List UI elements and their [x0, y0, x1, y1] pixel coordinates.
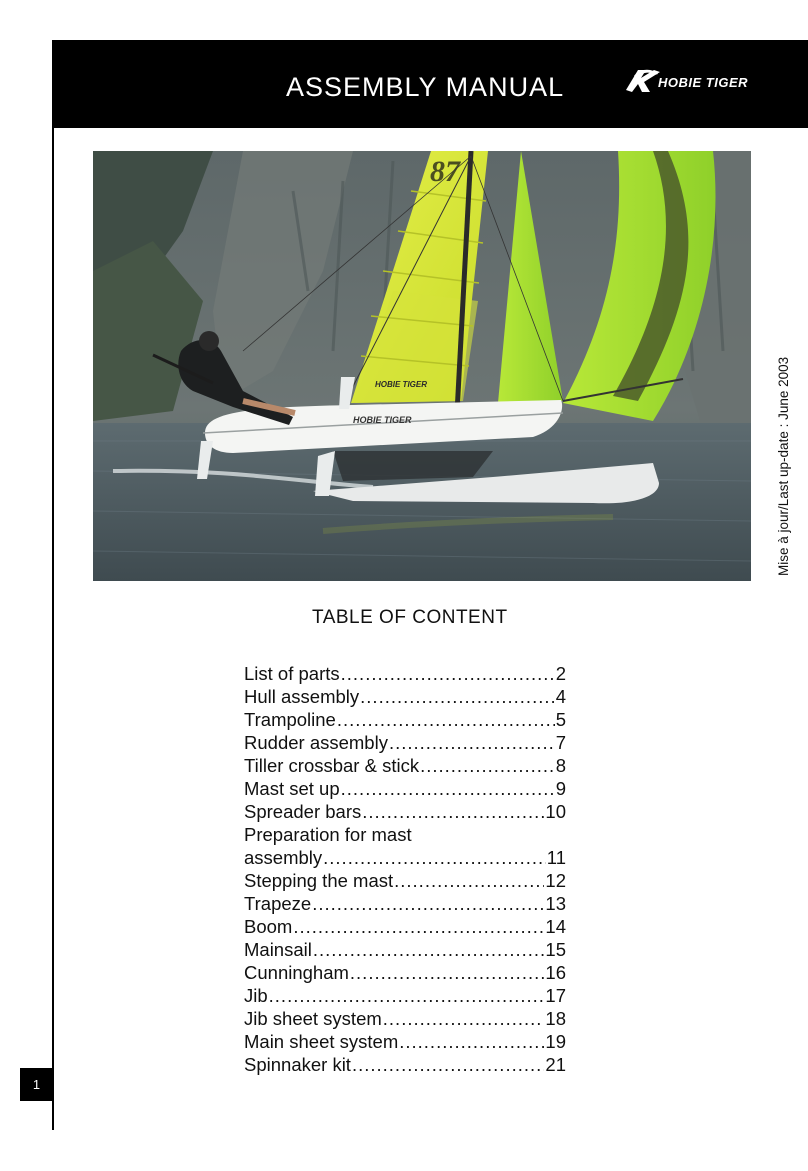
toc-item-page: 12 [545, 870, 566, 891]
toc-item-page: 21 [545, 1054, 566, 1075]
toc-title: TABLE OF CONTENT [312, 607, 508, 628]
toc-item-label: Tiller crossbar & stick [244, 755, 420, 776]
logo-text: HOBIE TIGER [658, 75, 749, 90]
toc-item-label: Spreader bars [244, 801, 362, 822]
toc-leader-dots [420, 754, 555, 777]
manual-title: ASSEMBLY MANUAL [286, 72, 565, 102]
toc-item-label: Cunningham [244, 962, 349, 983]
toc-item-label: Rudder assembly [244, 732, 388, 753]
toc-item-label: Spinnaker kit [244, 1054, 351, 1075]
toc-item-page: 17 [545, 985, 566, 1006]
left-margin-rule [52, 40, 54, 1130]
toc-item-label: Trapeze [244, 893, 312, 914]
toc-item-label: Mainsail [244, 939, 312, 960]
table-of-contents [244, 662, 566, 1076]
toc-item[interactable] [244, 731, 566, 754]
toc-item[interactable] [244, 1007, 566, 1030]
toc-item[interactable] [244, 984, 566, 1007]
toc-item-page: 5 [555, 709, 566, 730]
toc-leader-dots [389, 731, 555, 754]
toc-item-label: Hull assembly [244, 686, 360, 707]
toc-item-label-continued: assembly [244, 847, 323, 868]
toc-item-page: 14 [545, 916, 566, 937]
toc-leader-dots [360, 685, 555, 708]
toc-item-page: 15 [545, 939, 566, 960]
toc-item[interactable] [244, 961, 566, 984]
header-bar [52, 40, 808, 128]
toc-item[interactable] [244, 869, 566, 892]
toc-item[interactable] [244, 892, 566, 915]
toc-item-label: Jib [244, 985, 268, 1006]
toc-item-page: 18 [545, 1008, 566, 1029]
toc-item-label: List of parts [244, 663, 340, 684]
toc-leader-dots [337, 708, 555, 731]
toc-item-multiline[interactable] [244, 823, 566, 869]
toc-leader-dots [383, 1007, 545, 1030]
hobie-tiger-logo [624, 66, 784, 96]
toc-item[interactable] [244, 777, 566, 800]
toc-item-page: 7 [555, 732, 566, 753]
toc-item-page: 19 [545, 1031, 566, 1052]
toc-item-label: Boom [244, 916, 293, 937]
toc-item-page: 11 [546, 847, 566, 868]
toc-item-page: 10 [545, 801, 566, 822]
toc-item[interactable] [244, 800, 566, 823]
toc-item[interactable] [244, 1053, 566, 1076]
toc-item-page: 16 [545, 962, 566, 983]
toc-leader-dots [313, 938, 545, 961]
toc-leader-dots [269, 984, 545, 1007]
toc-item[interactable] [244, 1030, 566, 1053]
page-number-badge: 1 [20, 1068, 53, 1101]
toc-item-label: Mast set up [244, 778, 340, 799]
toc-leader-dots [293, 915, 544, 938]
toc-item[interactable] [244, 938, 566, 961]
toc-leader-dots [399, 1030, 544, 1053]
toc-item-page: 2 [555, 663, 566, 684]
toc-item-page: 8 [555, 755, 566, 776]
toc-item[interactable] [244, 754, 566, 777]
toc-item-label: Stepping the mast [244, 870, 394, 891]
hull-logo-text: HOBIE TIGER [353, 415, 412, 425]
toc-item[interactable] [244, 708, 566, 731]
sail-number: 87 [430, 155, 460, 188]
toc-leader-dots [350, 961, 545, 984]
toc-leader-dots [394, 869, 544, 892]
last-update-note: Mise à jour/Last up-date : June 2003 [776, 356, 791, 576]
toc-item-page: 9 [555, 778, 566, 799]
toc-item-label: Preparation for mast [244, 824, 412, 845]
toc-leader-dots [362, 800, 544, 823]
toc-leader-dots [341, 777, 555, 800]
toc-item-label: Main sheet system [244, 1031, 399, 1052]
toc-item-label: Jib sheet system [244, 1008, 382, 1029]
toc-leader-dots [312, 892, 544, 915]
toc-item[interactable] [244, 662, 566, 685]
sail-logo-text: HOBIE TIGER [375, 380, 428, 389]
toc-item-page: 4 [555, 686, 566, 707]
toc-item[interactable] [244, 915, 566, 938]
catamaran-photo [93, 151, 751, 581]
toc-leader-dots [341, 662, 555, 685]
toc-item-page: 13 [545, 893, 566, 914]
toc-leader-dots [323, 846, 546, 869]
toc-leader-dots [352, 1053, 544, 1076]
toc-item[interactable] [244, 685, 566, 708]
toc-item-label: Trampoline [244, 709, 336, 730]
